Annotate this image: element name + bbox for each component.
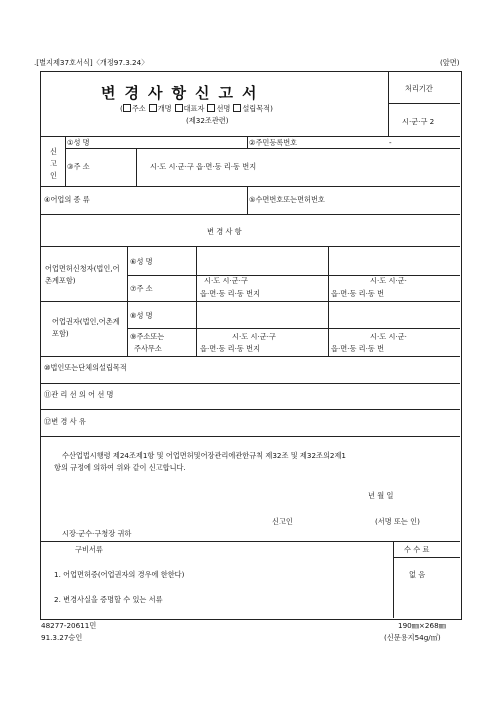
applicant-address-before-2: 읍·면·동 리·동 번지: [200, 289, 261, 298]
resident-id-label: ②주민등록번호: [249, 138, 298, 147]
checkbox-rename: [149, 104, 157, 112]
title-sub: (제32조관련): [186, 116, 229, 125]
page-side: (앞면): [440, 58, 460, 67]
holder-name-label: ⑧성 명: [130, 311, 153, 320]
footer-code: 48277-20611민: [41, 621, 97, 630]
statement-line-2: 항의 규정에 의하여 위와 같이 신고합니다.: [54, 463, 186, 472]
checkbox-representative: [175, 104, 183, 112]
applicant-address-label: ⑦주 소: [130, 284, 153, 293]
sign-or-seal: (서명 또는 인): [375, 517, 420, 526]
change-type-options: ( 주소 개명 대표자 선명 설립목적): [120, 104, 273, 113]
resident-id-value: -: [389, 138, 392, 147]
form-number: .[별지제37호서식]〈개정97.3.24〉: [34, 58, 149, 67]
footer-paper: (신문용지54g/㎡): [384, 633, 441, 642]
applicant-address-before: 시·도 시·군·구: [204, 276, 248, 285]
address-value: 시·도 시·군·구 읍·면·동 리·동 번지: [150, 162, 257, 171]
footer-approved: 91.3.27승인: [41, 633, 83, 642]
holder-address-label: ⑨주소또는: [130, 332, 165, 341]
applicant-name-label: ⑥성 명: [130, 257, 153, 266]
applicant-address-after: 시·도 시·군·: [370, 276, 407, 285]
holder-address-after: 시·도 시·군·: [370, 332, 407, 341]
footer-size: 190㎜×268㎜: [398, 621, 446, 630]
holder-address-before-2: 읍·면·동 리·동 번지: [200, 344, 261, 353]
processing-period-value: 시·군·구 2: [402, 117, 435, 126]
date-line: 년 월 일: [368, 491, 394, 500]
name-label: ①성 명: [67, 138, 90, 147]
checkbox-purpose: [233, 104, 241, 112]
checkbox-vessel: [207, 104, 215, 112]
document-item-2: 2. 변경사실을 증명할 수 있는 서류: [54, 595, 163, 604]
reporter-sign-label: 신고인: [272, 517, 293, 526]
reporter-label: 신고인: [50, 147, 57, 180]
holder-address-label-2: 주사무소: [134, 344, 162, 353]
vessel-name-label: ⑪관 리 선 의 어 선 명: [44, 390, 114, 399]
license-number-label: ⑤수면번호또는면허번호: [249, 195, 325, 204]
holder-label: 어업권자(법인,어촌계 포함): [52, 317, 120, 338]
address-label: ③주 소: [67, 162, 90, 171]
reason-label: ⑫변 경 사 유: [44, 417, 86, 426]
fee-header: 수 수 료: [404, 545, 430, 554]
document-item-1: 1. 어업면허증(어업권자의 경우에 한한다): [54, 570, 185, 579]
applicant-label: 어업면허신청자(법인,어촌계포함): [45, 264, 120, 285]
holder-address-before: 시·도 시·군·구: [232, 332, 276, 341]
processing-period-label: 처리기간: [405, 84, 433, 93]
documents-header: 구비서류: [75, 545, 103, 554]
purpose-label: ⑩법인또는단체의설립목적: [44, 363, 127, 372]
applicant-address-after-2: 읍·면·동 리·동 번: [331, 289, 385, 298]
changes-header: 변 경 사 항: [207, 227, 242, 236]
fishery-type-label: ④어업의 종 류: [44, 195, 90, 204]
fee-value: 없 음: [409, 570, 426, 579]
checkbox-address: [123, 104, 131, 112]
holder-address-after-2: 읍·면·동 리·동 번: [331, 344, 385, 353]
statement-line-1: 수산업법시행령 제24조제1항 및 어업면허및어장관리에관한규칙 제32조 및 제32조의2제1: [62, 451, 346, 460]
form-title: 변경사항신고서: [101, 84, 266, 102]
recipient: 시장·군수·구청장 귀하: [62, 529, 132, 538]
